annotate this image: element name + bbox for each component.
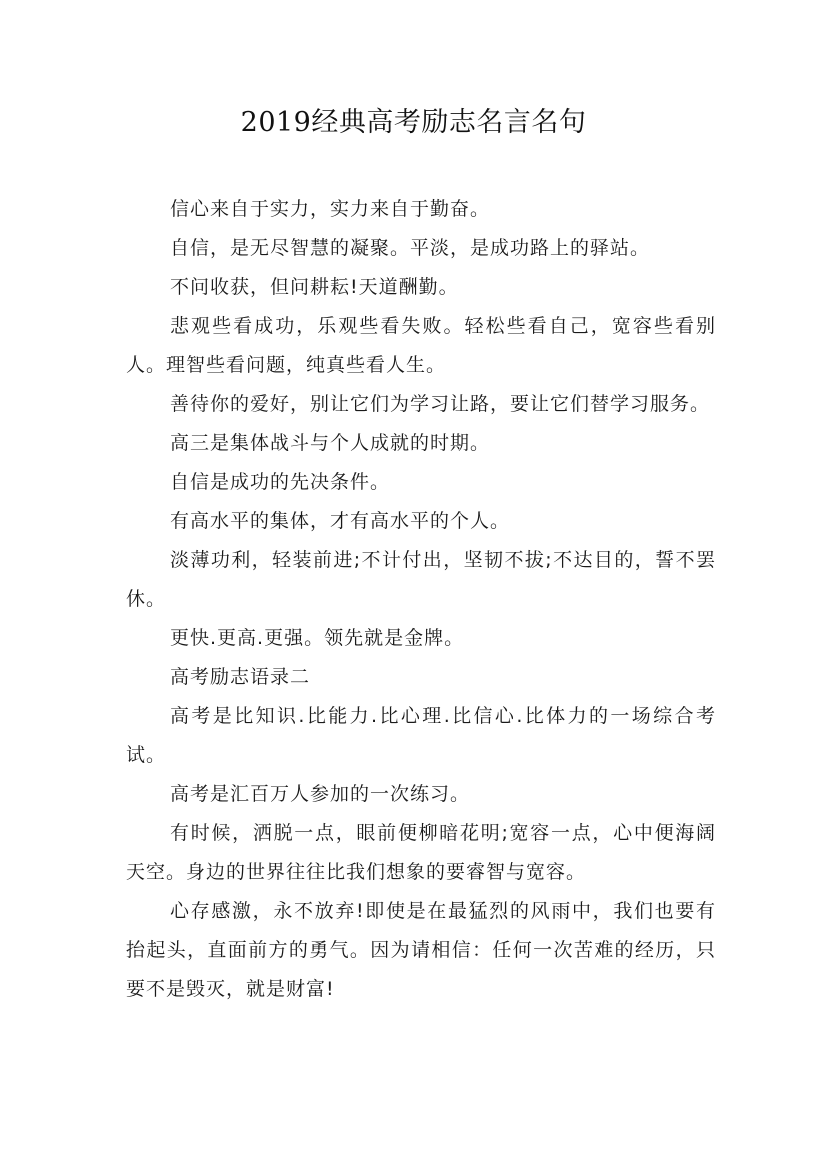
document-title: 2019经典高考励志名言名句 [240, 107, 587, 138]
paragraph: 有高水平的集体，才有高水平的个人。 [170, 510, 511, 532]
paragraph: 高三是集体战斗与个人成就的时期。 [170, 432, 491, 454]
paragraph: 善待你的爱好，别让它们为学习让路，要让它们替学习服务。 [170, 393, 711, 415]
document-body [126, 190, 716, 1009]
paragraph: 不问收获，但问耕耘!天道酬勤。 [170, 276, 459, 298]
paragraph: 自信，是无尽智慧的凝聚。平淡，是成功路上的驿站。 [170, 237, 651, 259]
paragraph: 淡薄功利，轻装前进;不计付出，坚韧不拔;不达目的，誓不罢休。 [126, 549, 716, 610]
paragraph: 有时候，洒脱一点，眼前便柳暗花明;宽容一点，心中便海阔天空。身边的世界往往比我们想象的要睿智与宽容。 [126, 822, 716, 883]
paragraph: 自信是成功的先决条件。 [170, 471, 391, 493]
section-subheading: 高考励志语录二 [170, 666, 311, 688]
paragraph: 更快.更高.更强。领先就是金牌。 [170, 627, 465, 649]
paragraph: 悲观些看成功，乐观些看失败。轻松些看自己，宽容些看别人。理智些看问题，纯真些看人生。 [126, 315, 716, 376]
paragraph: 高考是汇百万人参加的一次练习。 [170, 783, 471, 805]
paragraph: 心存感激，永不放弃!即使是在最猛烈的风雨中，我们也要有抬起头，直面前方的勇气。因为请相信：任何一次苦难的经历，只要不是毁灭，就是财富! [126, 900, 716, 1000]
paragraph: 高考是比知识.比能力.比心理.比信心.比体力的一场综合考试。 [126, 705, 716, 766]
paragraph: 信心来自于实力，实力来自于勤奋。 [170, 198, 491, 220]
